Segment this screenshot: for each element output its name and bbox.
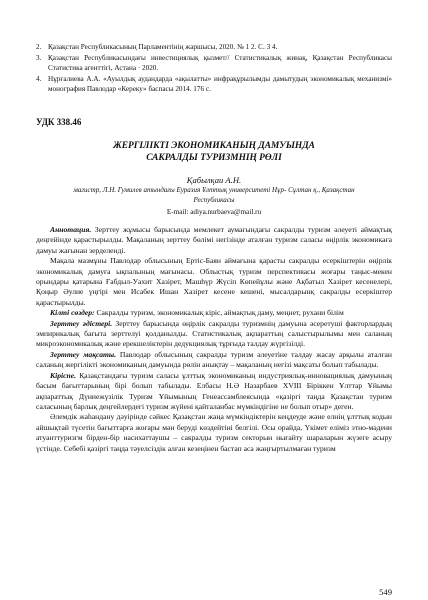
paragraph-text: Сакралды туризм, экономикалық кіріс, аймақтық даму, меңнет, рухани білім bbox=[94, 308, 344, 318]
reference-number: 4. bbox=[36, 74, 42, 83]
author-affiliation bbox=[36, 185, 392, 205]
title-line-2: САКРАЛДЫ ТУРИЗМНІҢ РӨЛІ bbox=[146, 153, 282, 163]
paragraph-lead: Зерттеу мақсаты. bbox=[50, 349, 117, 359]
paragraph-lead: Кілті сөздер: bbox=[50, 308, 95, 318]
udk-code: УДК 338.46 bbox=[36, 117, 82, 127]
body-paragraph bbox=[36, 256, 392, 308]
keywords-paragraph bbox=[36, 308, 392, 318]
author-name: Қабылқаи А.Н. bbox=[186, 175, 242, 185]
paragraph-lead: Кіріспе. bbox=[50, 370, 77, 380]
abstract-paragraph bbox=[36, 225, 392, 256]
paragraph-text: Әлемдік жаһандану дәуірінде сәйкес Қазақстан жаңа мүмкіндіктерін кеңдеуде және елнің ұлттық кодын айшықтай түсетін бағыттарға жоғары мән беруді көздейтіні белгілі. Осы орайда, Үкімет еліміз этно-мәдени атуанттуризгм бірден-бір насихаттаушы – сакралды туризм секторын нығайту шараларын жүзеге асыру үстінде. Себебі қазіргі таңда тәуелсіздік алған кезеңінен бастап аса жаңғыртылмаған туризм bbox=[36, 412, 392, 453]
page-number: 549 bbox=[379, 587, 392, 597]
paragraph-text: Мақала мазмұны Павлодар облысының Ертіс-Баян аймағына қарасты сакралды есеркіштерін өңірлік экономикалық дамуға ықпалының мағынасы. Облыстық туризм перспективасы жоғары таңыс-мекен орындары қатарына Ғабдыл-Уахит Хазірет, Машһүр Жүсіп Көпейұлы және Ақбатыл Хазірет кесенелері, Қоңыр Әулие үңгірі мен Исабек Ишан Хазірет кесене кешені, мысалдарынқ сакралды есеркіштер қарастырылды. bbox=[36, 256, 392, 307]
paragraph-lead: Аннотация. bbox=[50, 225, 92, 234]
reference-item bbox=[36, 42, 392, 53]
body-paragraph bbox=[36, 412, 392, 454]
author-email: E-mail: adiya.nurbaeva@mail.ru bbox=[166, 208, 262, 216]
article-body bbox=[36, 225, 392, 454]
reference-text: Қазақстан Республикасындағы инвестициялық қызмет// Статистикалық жинақ, Қазақстан Республикасы Статистика агенттігі, Астана · 2020. bbox=[48, 53, 392, 72]
paragraph-text: Павлодар облысының сакралды туризм әлеуетіне талдау жасау арқылы аталған саланың жергілікті экономиканың дамуында рөлін анықтау – мақаланың негізі мақсаты болып табылады. bbox=[36, 349, 392, 370]
reference-list bbox=[36, 42, 392, 95]
reference-item bbox=[36, 74, 392, 95]
paragraph-text: Зерттеу жұмысы барысында мемлекет аумағындағы сакралды туризм әлеуеті аймақтық деңгейінде қарастырылды. Мақаланың зерттеу бөлімі негізінде аталған туризм саласы өңірлік экономикаға дамуы жағынан зерделенді. bbox=[36, 225, 392, 255]
affiliation-line-2: Республикасы bbox=[193, 196, 235, 204]
methods-paragraph bbox=[36, 319, 392, 350]
reference-text: Қазақстан Республикасының Парламентінің жаршысы, 2020. № 1 2. С. 3 4. bbox=[48, 43, 278, 51]
affiliation-line-1: магистр, Л.Н. Гумилев атындағы Еуразия Ұлттық университеті Нұр- Сұлтан қ., Қазақстан bbox=[73, 186, 355, 194]
paragraph-text: Қазақстандағы туризм саласы ұлттық экономиканың индустриялық-инновациялық дамуының басым бағыттарының бірі болып табылады. Елбасы Н.Ә Назарбаев XVIII Біріккен Ұлттар Ұйымы ақпараттық Дүниежүзілік Туризм Ұйымының Генеассамблеясында «қазіргі таңда Қазақстан туризм саласының барлық деңгейлердегі туризм жүйені қайталанбас мүмкіндігіне не болып отыр» деген. bbox=[36, 370, 392, 411]
paragraph-lead: Зерттеу әдістері. bbox=[50, 318, 113, 328]
reference-item bbox=[36, 53, 392, 74]
reference-number: 2. bbox=[36, 43, 42, 51]
purpose-paragraph bbox=[36, 350, 392, 371]
reference-text: Нұрғалиева А.А. «Ауылдық аудандарда «ақылатты» инфрақұрылымды дамытудың экономикалық механизмі» монография Павлодар «Кереку» баспасы 2014. 176 с. bbox=[48, 74, 392, 93]
paragraph-text: Зерттеу барысында өңірлік сакралды туризмнің дамуына әсеретуші факторлардың эмпирикалық бағыта зерттелуі қолданылды. Статистикалық ақпараттың салыстырылымы мен саланың микроэкономикалық және ерекшеліктерін дедукциялық тұрғыда талдау жүргізілді. bbox=[36, 318, 392, 349]
article-title bbox=[36, 140, 392, 164]
title-line-1: ЖЕРГІЛІКТІ ЭКОНОМИКАНЫҢ ДАМУЫНДА bbox=[113, 141, 315, 151]
intro-paragraph bbox=[36, 371, 392, 413]
reference-number: 3. bbox=[36, 53, 42, 62]
